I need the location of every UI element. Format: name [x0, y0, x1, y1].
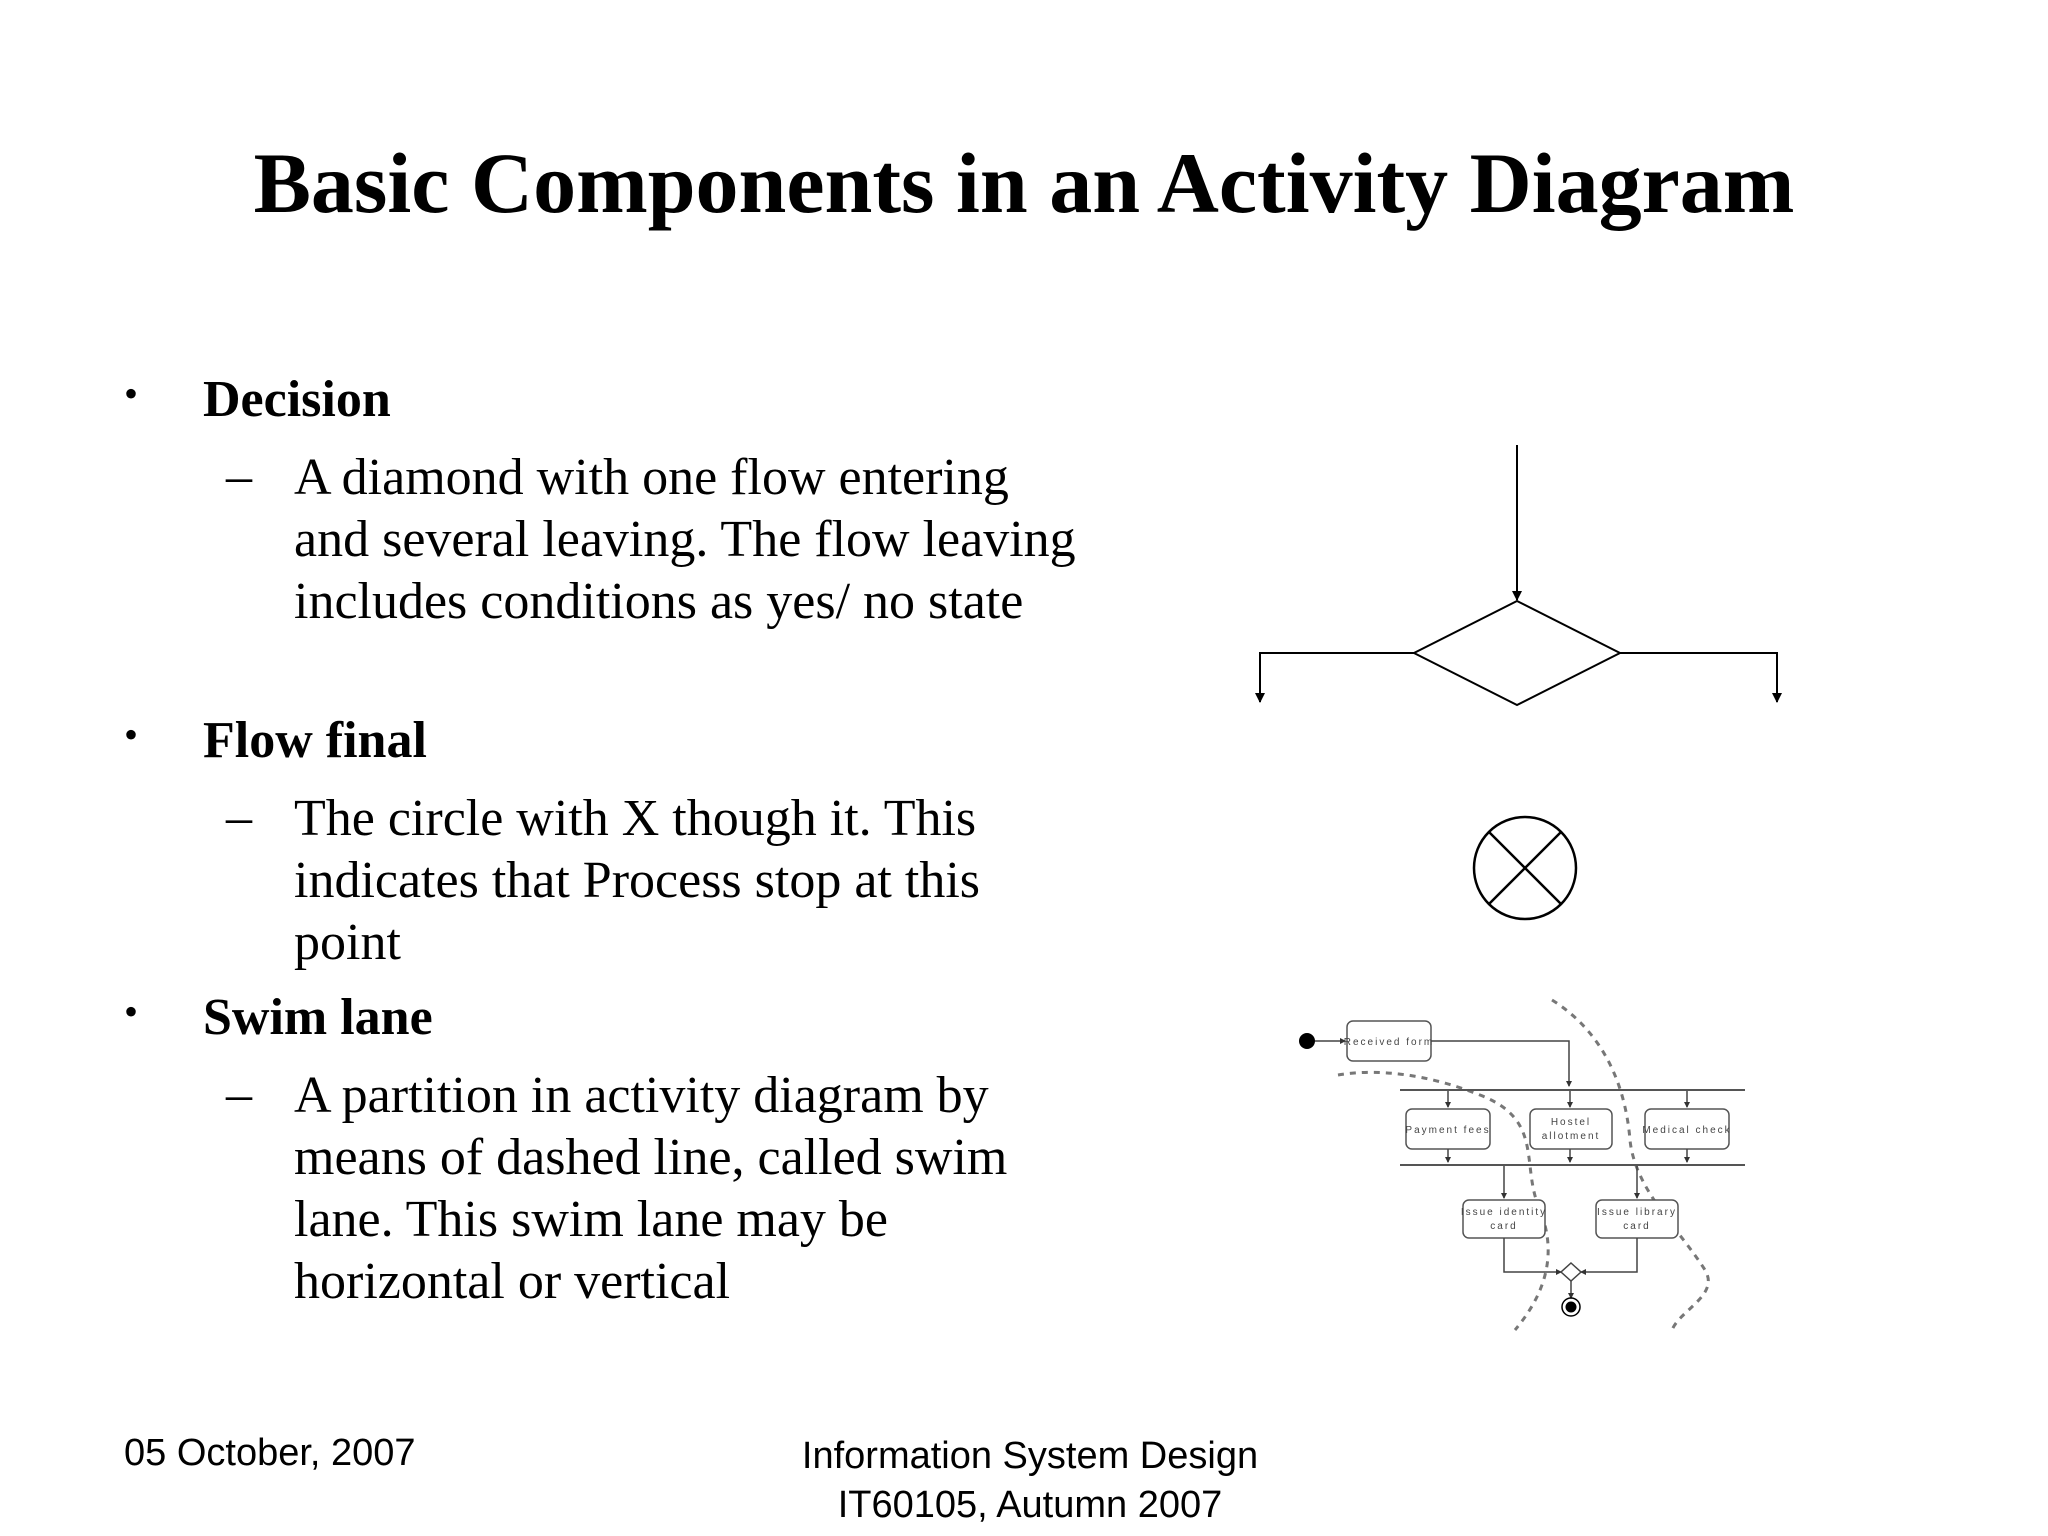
bullet-description: A partition in activity diagram by means of dashed line, called swim lane. This swim lane may be horizontal or vertical — [294, 1067, 1008, 1310]
initial-node-icon — [1299, 1033, 1315, 1049]
activity-label: allotment — [1541, 1131, 1601, 1142]
bullet-label: Swim lane — [203, 989, 433, 1046]
slide-title: Basic Components in an Activity Diagram — [253, 135, 1795, 231]
activity-final-node-icon — [1562, 1298, 1580, 1316]
sub-bullet-glyph: – — [226, 448, 252, 505]
activity-label: Issue identity — [1460, 1207, 1548, 1218]
bullet-glyph: • — [124, 712, 139, 757]
bullet-description: The circle with X though it. This indicates that Process stop at this point — [294, 790, 981, 971]
footer-course-name: Information System Design — [801, 1435, 1259, 1477]
activity-label: Issue library — [1597, 1207, 1677, 1218]
merge-diamond-icon — [1561, 1263, 1581, 1281]
bullet-glyph: • — [124, 989, 139, 1034]
activity-label: card — [1623, 1221, 1651, 1232]
outgoing-flow-left-arrow — [1260, 653, 1414, 702]
activity-label: Payment fees — [1405, 1125, 1491, 1136]
decision-diamond-icon — [1414, 601, 1620, 705]
swim-lane-diagram — [1299, 1000, 1745, 1330]
flow-final-icon — [1474, 817, 1576, 919]
decision-diagram — [1260, 445, 1777, 705]
activity-label: Medical check — [1642, 1125, 1732, 1136]
activity-label: Hostel — [1550, 1117, 1592, 1128]
activity-label: card — [1490, 1221, 1518, 1232]
activity-label: Received form — [1343, 1037, 1435, 1048]
outgoing-flow-right-arrow — [1620, 653, 1777, 702]
activity-issue-identity-card — [1460, 1200, 1548, 1238]
bullet-glyph: • — [124, 371, 139, 416]
activity-hostel-allotment — [1530, 1109, 1612, 1149]
sub-bullet-glyph: – — [226, 1066, 252, 1123]
activity-issue-library-card — [1596, 1200, 1678, 1238]
footer-course — [700, 1432, 1360, 1530]
footer-course-code: IT60105, Autumn 2007 — [837, 1484, 1223, 1526]
bullet-label: Flow final — [203, 712, 427, 769]
sub-bullet-glyph: – — [226, 789, 252, 846]
bullet-description: A diamond with one flow entering and several leaving. The flow leaving includes conditions as yes/ no state — [294, 449, 1076, 630]
footer-date: 05 October, 2007 — [124, 1432, 416, 1474]
bullet-label: Decision — [203, 371, 391, 428]
